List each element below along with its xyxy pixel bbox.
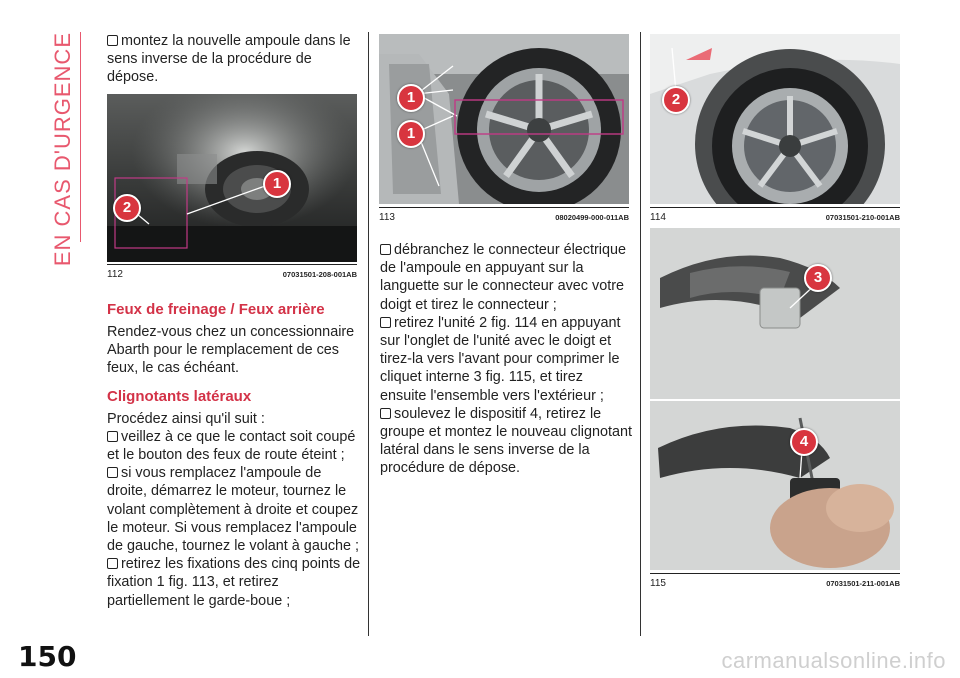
figure-114 (650, 34, 900, 204)
checkbox-bullet-icon (107, 35, 118, 46)
heading-side-indicators: Clignotants latéraux (107, 387, 252, 405)
callout-2: 2 (662, 86, 690, 114)
wheel-arch-photo (379, 34, 629, 204)
list-item: débranchez le connecteur électrique de l'ampoule en appuyant sur la languette sur le connecteur avec votre doigt et tirez le connecteur ; (380, 242, 626, 313)
figure-113-caption (379, 207, 629, 223)
figure-code: 07031501-208-001AB (282, 270, 357, 279)
figure-112-caption (107, 264, 357, 280)
column1-body (107, 300, 362, 610)
watermark: carmanualsonline.info (721, 648, 946, 673)
section-title: EN CAS D'URGENCE (50, 32, 75, 267)
column-divider (368, 32, 369, 636)
callout-1: 1 (263, 170, 291, 198)
figure-115 (650, 228, 900, 570)
figure-number: 112 (107, 269, 123, 280)
figure-112 (107, 94, 357, 262)
list-item: si vous remplacez l'ampoule de droite, démarrez le moteur, tournez le volant complètement à droite et coupez le moteur. Si vous remplacez l'ampoule de gauche, tournez le volant à gauche ; (107, 465, 360, 555)
callout-2: 2 (113, 194, 141, 222)
figure-115-caption (650, 573, 900, 589)
column2-body (380, 241, 632, 478)
column-divider (640, 32, 641, 636)
figure-number: 113 (379, 212, 395, 223)
callout-1: 1 (397, 120, 425, 148)
callout-4: 4 (790, 428, 818, 456)
list-item: veillez à ce que le contact soit coupé et le bouton des feux de route éteint ; (107, 428, 356, 464)
checkbox-bullet-icon (380, 317, 391, 328)
checkbox-bullet-icon (107, 431, 118, 442)
side-indicator-photo (650, 228, 900, 570)
figure-number: 114 (650, 212, 666, 223)
paragraph-brake-lights: Rendez-vous chez un concessionnaire Abarth pour le remplacement de ces feux, le cas échéant. (107, 324, 355, 377)
callout-1: 1 (397, 84, 425, 112)
list-item: retirez les fixations des cinq points de fixation 1 fig. 113, et retirez partiellement le garde-boue ; (107, 556, 361, 609)
checkbox-bullet-icon (380, 408, 391, 419)
checkbox-bullet-icon (107, 558, 118, 569)
figure-114-caption (650, 207, 900, 223)
figure-code: 08020499-000-011AB (555, 213, 629, 222)
figure-code: 07031501-211-001AB (826, 579, 900, 588)
list-item: retirez l'unité 2 fig. 114 en appuyant sur l'onglet de l'unité avec le doigt et tirez-la vers l'avant pour comprimer le cliquet interne 3 fig. 115, et tirez ensuite l'ensemble vers l'extérieur ; (380, 314, 621, 404)
intro-paragraph: montez la nouvelle ampoule dans le sens inverse de la procédure de dépose. (107, 33, 351, 86)
page-number: 150 (18, 640, 77, 673)
figure-113 (379, 34, 629, 204)
list-item: soulevez le dispositif 4, retirez le groupe et montez le nouveau clignotant latéral dans le sens inverse de la procédure de dépose. (380, 405, 633, 477)
heading-brake-lights: Feux de freinage / Feux arrière (107, 301, 325, 318)
figure-code: 07031501-210-001AB (825, 213, 900, 222)
paragraph-procedure: Procédez ainsi qu'il suit : (107, 410, 265, 427)
checkbox-bullet-icon (380, 244, 391, 255)
callout-3: 3 (804, 264, 832, 292)
checkbox-bullet-icon (107, 467, 118, 478)
section-rule (80, 32, 81, 242)
headlamp-rear-photo (107, 94, 357, 262)
front-wheel-photo (650, 34, 900, 204)
figure-number: 115 (650, 578, 666, 589)
